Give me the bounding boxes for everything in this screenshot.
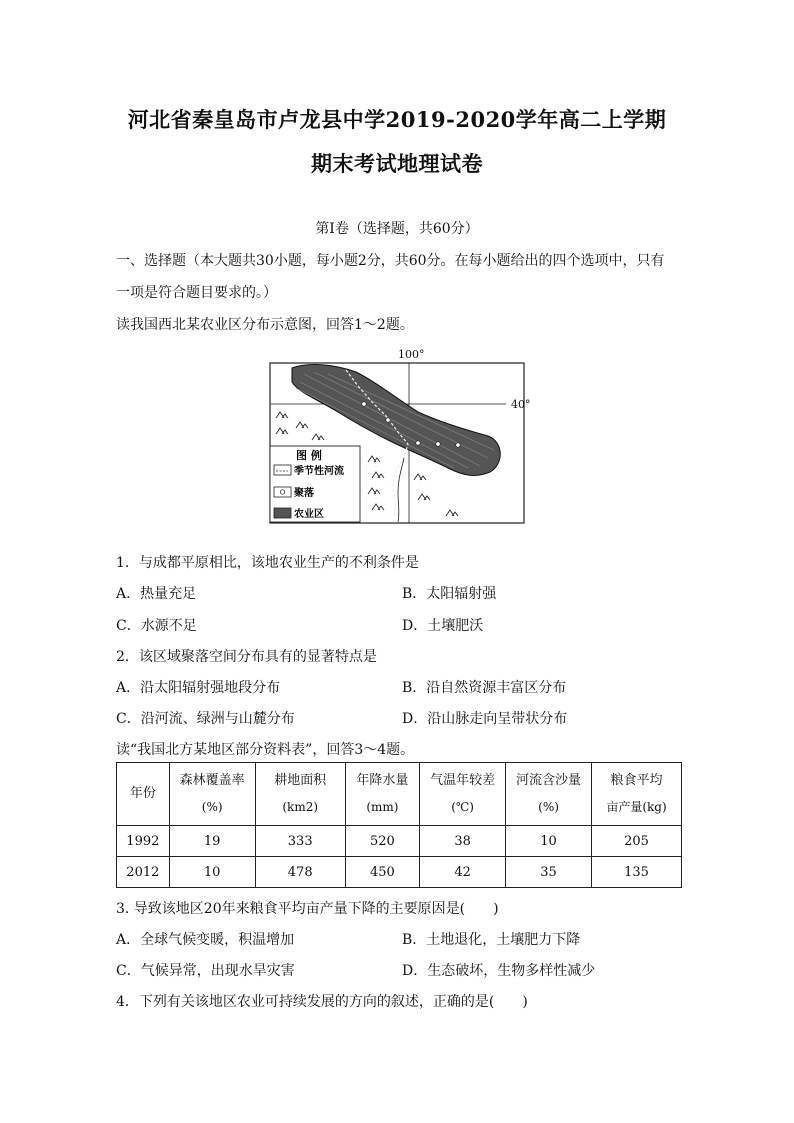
table-cell: 35 — [506, 857, 592, 888]
document-title-line2: 期末考试地理试卷 — [311, 151, 483, 176]
instructions-line1: 一、选择题（本大题共30小题，每小题2分，共60分。在每小题给出的四个选项中，只有 — [116, 253, 665, 269]
question-1-stem: 1．与成都平原相比，该地农业生产的不利条件是 — [116, 555, 419, 571]
table-header-cell: 气温年较差 (℃) — [420, 763, 506, 826]
table-question-intro: 读“我国北方某地区部分资料表”，回答3～4题。 — [116, 742, 415, 758]
q3-option-b: B．土地退化，土壤肥力下降 — [402, 932, 581, 948]
instructions-line2: 一项是符合题目要求的。） — [116, 285, 277, 301]
settlement — [386, 418, 390, 422]
table-cell: 478 — [255, 857, 345, 888]
table-header-cell: 耕地面积 (km2) — [255, 763, 345, 826]
table-row — [117, 857, 682, 888]
table-cell: 42 — [420, 857, 506, 888]
map-question-intro: 读我国西北某农业区分布示意图，回答1～2题。 — [116, 317, 414, 333]
settlement — [436, 442, 440, 446]
table-cell: 450 — [345, 857, 419, 888]
q3-option-a: A．全球气候变暖，积温增加 — [116, 932, 295, 948]
legend-river-label: 季节性河流 — [294, 466, 344, 477]
q2-option-d: D．沿山脉走向呈带状分布 — [402, 711, 568, 727]
question-2-stem: 2．该区域聚落空间分布具有的显著特点是 — [116, 649, 377, 665]
document-title-line1: 河北省秦皇岛市卢龙县中学2019-2020学年高二上学期 — [127, 107, 667, 132]
table-header-row — [117, 763, 682, 826]
q3-option-d: D．生态破坏，生物多样性减少 — [402, 963, 596, 979]
legend-farm-label: 农业区 — [294, 509, 324, 520]
legend-settlement-label: 聚落 — [294, 488, 314, 499]
q1-option-a: A．热量充足 — [116, 586, 197, 602]
settlement — [456, 443, 460, 447]
q2-option-c: C．沿河流、绿洲与山麓分布 — [116, 711, 295, 727]
table-header-cell: 河流含沙量 (%) — [506, 763, 592, 826]
settlement — [362, 402, 366, 406]
table-cell: 38 — [420, 826, 506, 857]
question-3-stem: 3. 导致该地区20年来粮食平均亩产量下降的主要原因是( ) — [116, 901, 499, 917]
q2-option-a: A．沿太阳辐射强地段分布 — [116, 680, 281, 696]
table-cell: 205 — [592, 826, 682, 857]
table-header-cell: 粮食平均 亩产量(kg) — [592, 763, 682, 826]
table-cell: 520 — [345, 826, 419, 857]
longitude-label: 100° — [398, 348, 425, 361]
table-header-cell: 年降水量 (mm) — [345, 763, 419, 826]
settlement — [416, 441, 420, 445]
q1-option-d: D．土壤肥沃 — [402, 618, 484, 634]
table-cell: 19 — [169, 826, 255, 857]
section-heading: 第Ⅰ卷（选择题，共60分） — [315, 221, 479, 237]
agriculture-map — [268, 346, 530, 530]
table-header-cell: 森林覆盖率 (%) — [169, 763, 255, 826]
q1-option-c: C．水源不足 — [116, 618, 197, 634]
table-cell: 1992 — [117, 826, 170, 857]
table-header-cell: 年份 — [117, 763, 170, 826]
question-4-stem: 4．下列有关该地区农业可持续发展的方向的叙述，正确的是( ) — [116, 994, 528, 1010]
table-cell: 2012 — [117, 857, 170, 888]
q1-option-b: B．太阳辐射强 — [402, 586, 497, 602]
q2-option-b: B．沿自然资源丰富区分布 — [402, 680, 567, 696]
data-table — [116, 762, 682, 888]
table-cell: 10 — [169, 857, 255, 888]
table-cell: 135 — [592, 857, 682, 888]
table-cell: 10 — [506, 826, 592, 857]
latitude-label: 40° — [511, 398, 530, 411]
legend-title: 图 例 — [296, 449, 322, 462]
table-cell: 333 — [255, 826, 345, 857]
table-row — [117, 826, 682, 857]
q3-option-c: C．气候异常，出现水旱灾害 — [116, 963, 295, 979]
